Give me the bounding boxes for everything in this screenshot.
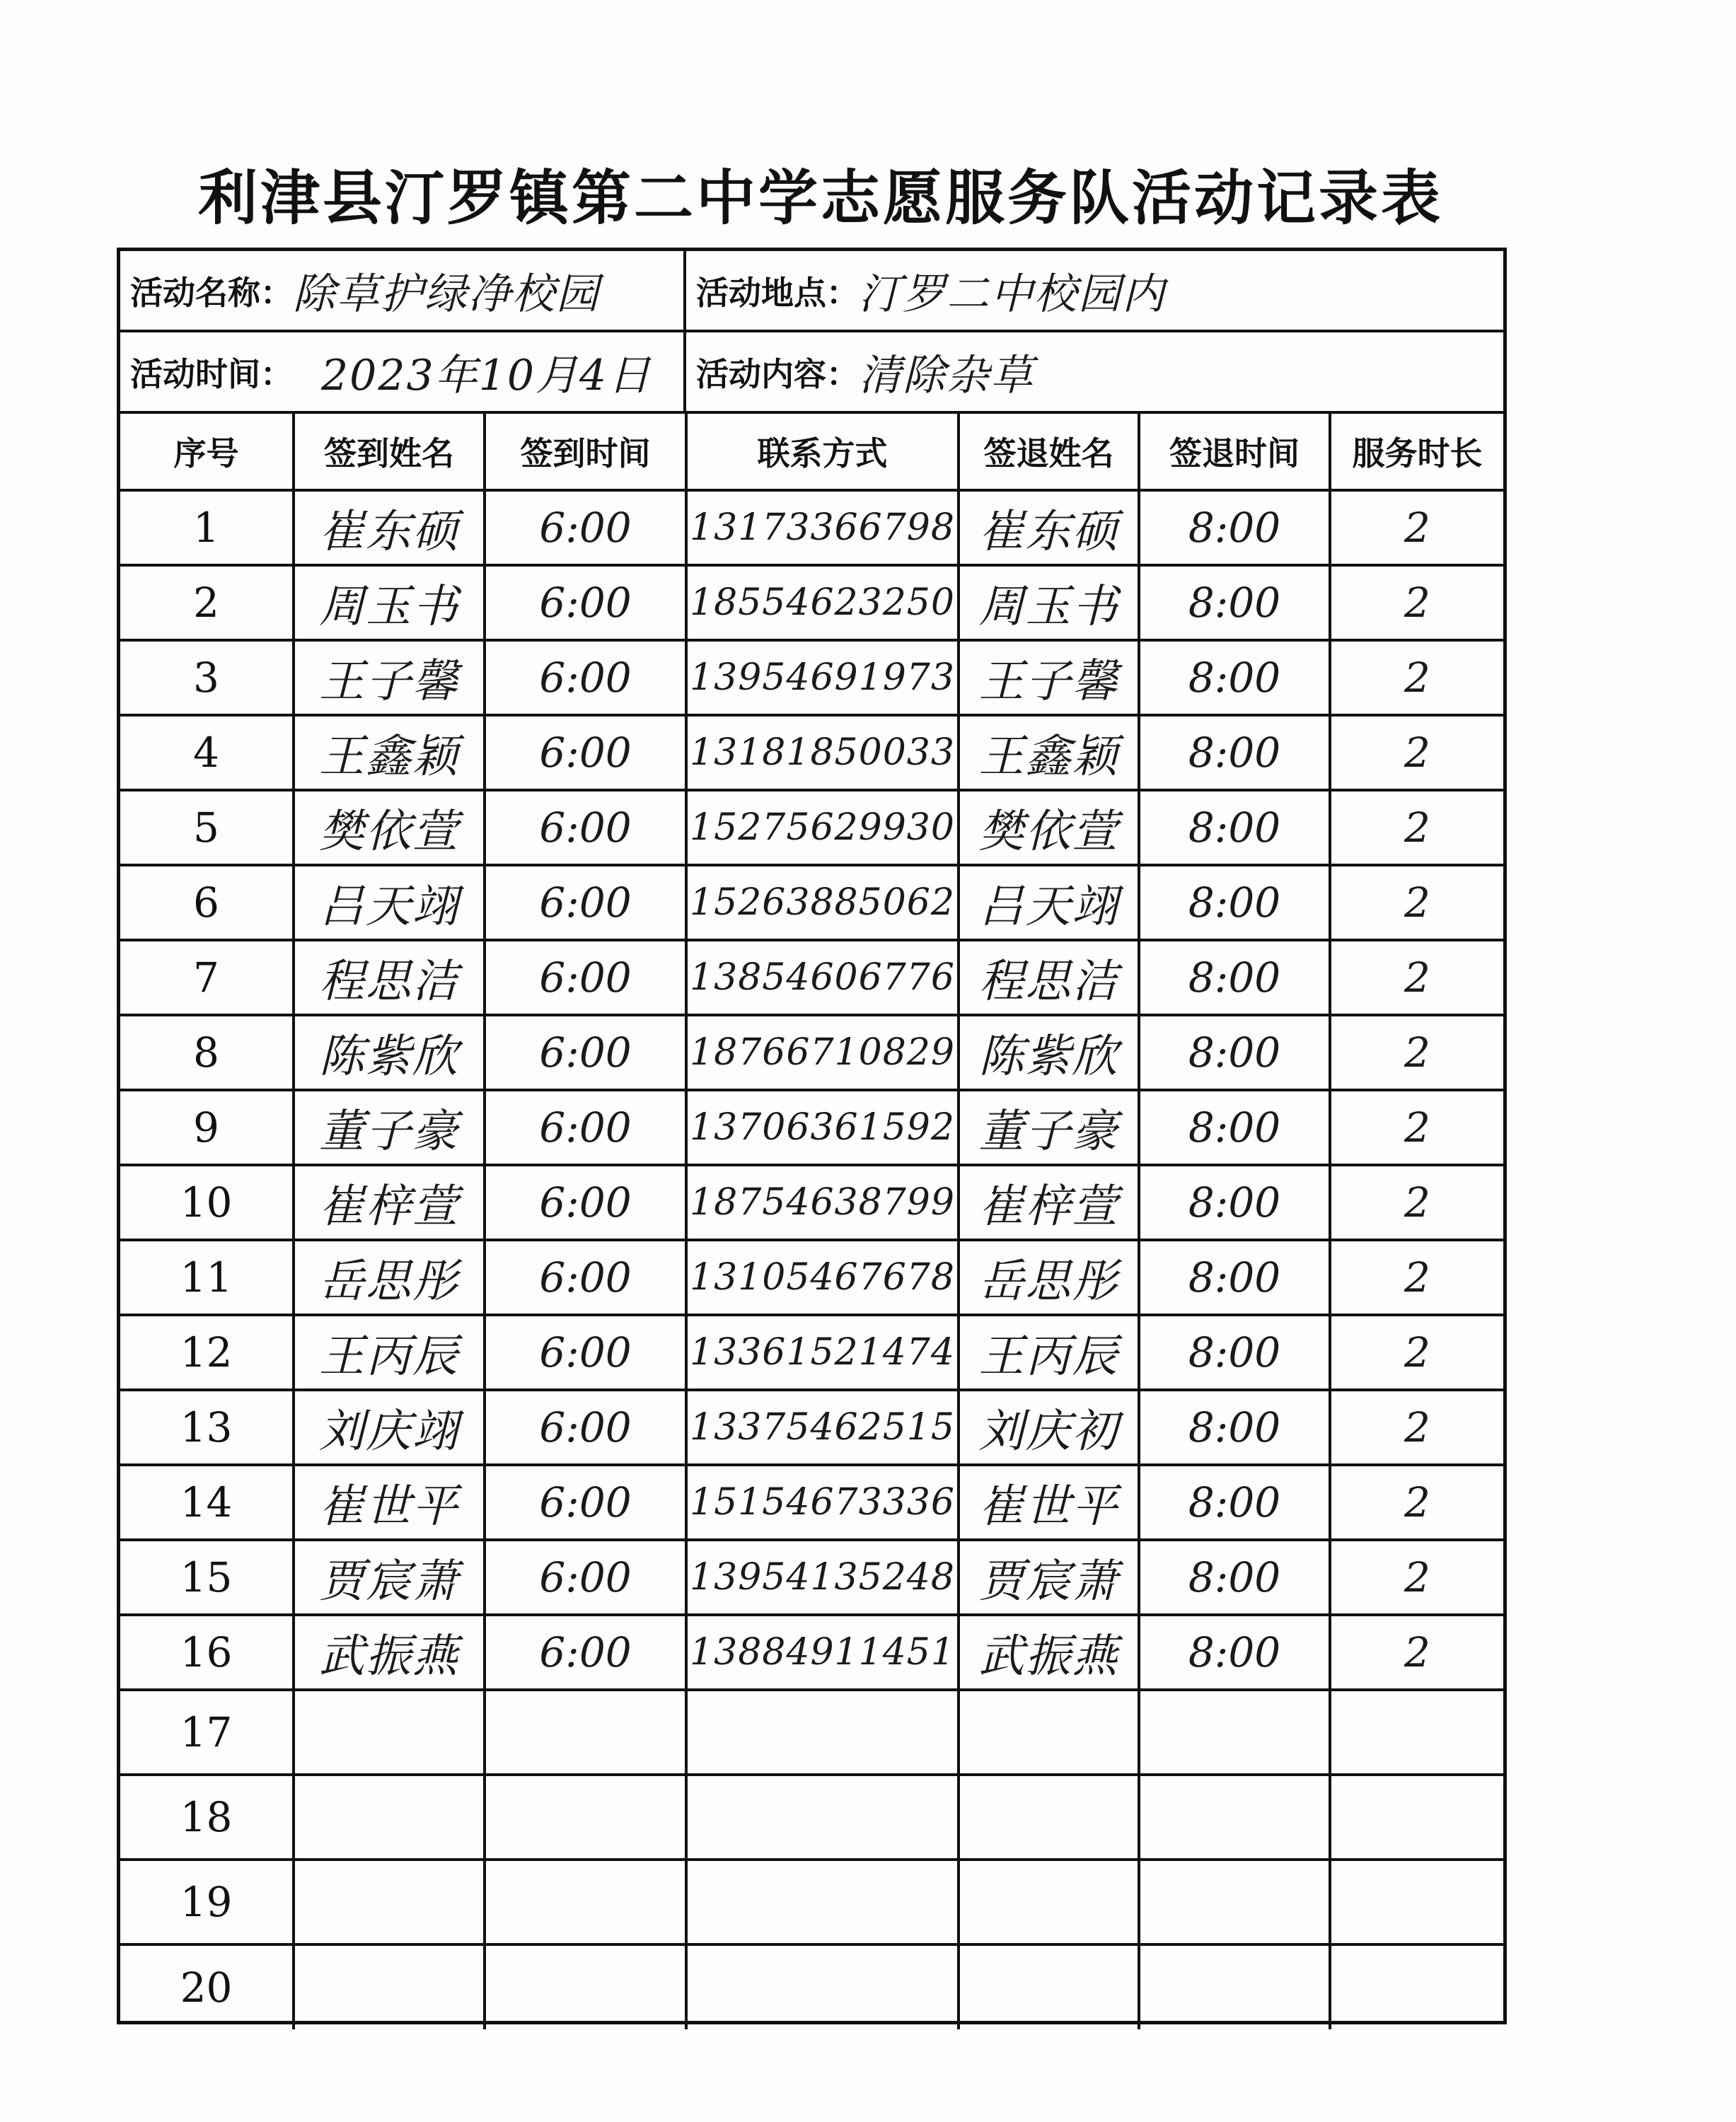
signin-time-cell: 6:00 — [485, 1240, 686, 1315]
signin-name-cell: 吕天翊 — [294, 865, 485, 940]
signin-name-cell: 陈紫欣 — [294, 1015, 485, 1090]
col-header-contact: 联系方式 — [686, 414, 959, 490]
signout-name-cell: 崔世平 — [959, 1465, 1139, 1540]
signin-name-cell: 崔东硕 — [294, 490, 485, 565]
signin-time-cell: 6:00 — [485, 565, 686, 640]
blank-cell — [294, 1860, 485, 1944]
activity-record-form — [117, 248, 1507, 2024]
service-hours-cell: 2 — [1330, 1390, 1503, 1465]
signin-name-cell: 崔世平 — [294, 1465, 485, 1540]
table-row — [120, 1315, 1503, 1390]
table-row — [120, 640, 1503, 715]
signout-name-cell: 崔东硕 — [959, 490, 1139, 565]
table-row — [120, 790, 1503, 865]
signin-time-cell: 6:00 — [485, 865, 686, 940]
page-title: 利津县汀罗镇第二中学志愿服务队活动记录表 — [197, 163, 1443, 233]
signout-name-cell: 刘庆初 — [959, 1390, 1139, 1465]
service-hours-cell: 2 — [1330, 640, 1503, 715]
blank-cell — [294, 1775, 485, 1860]
row-number-cell: 14 — [120, 1465, 294, 1540]
signin-time-cell: 6:00 — [485, 790, 686, 865]
contact-phone-cell: 13361521474 — [686, 1315, 959, 1390]
col-header-signin-time: 签到时间 — [485, 414, 686, 490]
table-row-empty — [120, 1860, 1503, 1944]
signout-time-cell: 8:00 — [1139, 790, 1330, 865]
signout-time-cell: 8:00 — [1139, 1465, 1330, 1540]
signin-name-cell: 周玉书 — [294, 565, 485, 640]
signin-time-cell: 6:00 — [485, 1090, 686, 1165]
blank-cell — [1139, 1860, 1330, 1944]
service-hours-cell: 2 — [1330, 940, 1503, 1015]
contact-phone-cell: 13884911451 — [686, 1615, 959, 1690]
service-hours-cell: 2 — [1330, 1540, 1503, 1615]
contact-phone-cell: 18766710829 — [686, 1015, 959, 1090]
signin-name-cell: 刘庆翊 — [294, 1390, 485, 1465]
signin-name-cell: 程思洁 — [294, 940, 485, 1015]
signin-time-cell: 6:00 — [485, 1165, 686, 1240]
blank-cell — [686, 1690, 959, 1775]
service-hours-cell: 2 — [1330, 865, 1503, 940]
attendance-table — [120, 414, 1503, 2029]
service-hours-cell: 2 — [1330, 490, 1503, 565]
activity-name-value: 除草护绿净校园 — [293, 269, 600, 319]
signin-name-cell: 武振燕 — [294, 1615, 485, 1690]
blank-cell — [959, 1944, 1139, 2029]
table-row — [120, 565, 1503, 640]
service-hours-cell: 2 — [1330, 1465, 1503, 1540]
signout-time-cell: 8:00 — [1139, 715, 1330, 790]
signin-time-cell: 6:00 — [485, 1615, 686, 1690]
signin-time-cell: 6:00 — [485, 640, 686, 715]
blank-cell — [1330, 1690, 1503, 1775]
blank-cell — [294, 1690, 485, 1775]
service-hours-cell: 2 — [1330, 715, 1503, 790]
signout-name-cell: 周玉书 — [959, 565, 1139, 640]
activity-content-label: 活动内容： — [696, 354, 859, 393]
row-number-cell: 6 — [120, 865, 294, 940]
contact-phone-cell: 18554623250 — [686, 565, 959, 640]
row-number-cell: 7 — [120, 940, 294, 1015]
table-row-empty — [120, 1690, 1503, 1775]
signin-time-cell: 6:00 — [485, 490, 686, 565]
blank-cell — [1139, 1944, 1330, 2029]
table-row — [120, 1165, 1503, 1240]
table-row — [120, 715, 1503, 790]
signout-name-cell: 王鑫颖 — [959, 715, 1139, 790]
row-number-cell: 4 — [120, 715, 294, 790]
row-number-cell: 8 — [120, 1015, 294, 1090]
blank-cell — [1330, 1775, 1503, 1860]
signout-name-cell: 崔梓萱 — [959, 1165, 1139, 1240]
signin-name-cell: 董子豪 — [294, 1090, 485, 1165]
col-header-signout-time: 签退时间 — [1139, 414, 1330, 490]
activity-time-value: 2023年10月4日 — [321, 350, 652, 400]
signin-name-cell: 樊依萱 — [294, 790, 485, 865]
table-header-row — [120, 414, 1503, 490]
blank-cell — [485, 1775, 686, 1860]
signin-time-cell: 6:00 — [485, 940, 686, 1015]
table-row — [120, 1540, 1503, 1615]
contact-phone-cell: 13954691973 — [686, 640, 959, 715]
row-number-cell: 17 — [120, 1690, 294, 1775]
row-number-cell: 2 — [120, 565, 294, 640]
contact-phone-cell: 13854606776 — [686, 940, 959, 1015]
activity-time-label: 活动时间： — [130, 354, 293, 393]
col-header-no: 序号 — [120, 414, 294, 490]
signout-name-cell: 王丙辰 — [959, 1315, 1139, 1390]
signin-time-cell: 6:00 — [485, 1315, 686, 1390]
service-hours-cell: 2 — [1330, 1165, 1503, 1240]
blank-cell — [686, 1775, 959, 1860]
signin-time-cell: 6:00 — [485, 1390, 686, 1465]
service-hours-cell: 2 — [1330, 565, 1503, 640]
row-number-cell: 5 — [120, 790, 294, 865]
signin-name-cell: 王子馨 — [294, 640, 485, 715]
signout-time-cell: 8:00 — [1139, 1540, 1330, 1615]
contact-phone-cell: 13181850033 — [686, 715, 959, 790]
signout-time-cell: 8:00 — [1139, 1390, 1330, 1465]
signin-name-cell: 王丙辰 — [294, 1315, 485, 1390]
signout-name-cell: 陈紫欣 — [959, 1015, 1139, 1090]
service-hours-cell: 2 — [1330, 1090, 1503, 1165]
signout-time-cell: 8:00 — [1139, 865, 1330, 940]
blank-cell — [1139, 1775, 1330, 1860]
activity-time-cell — [120, 332, 686, 411]
signin-name-cell: 岳思彤 — [294, 1240, 485, 1315]
activity-content-value: 清除杂草 — [859, 350, 1034, 400]
blank-cell — [959, 1690, 1139, 1775]
blank-cell — [485, 1690, 686, 1775]
blank-cell — [959, 1775, 1139, 1860]
info-row-time-content — [120, 332, 1503, 414]
activity-place-value: 汀罗二中校园内 — [859, 269, 1166, 319]
contact-phone-cell: 15263885062 — [686, 865, 959, 940]
row-number-cell: 15 — [120, 1540, 294, 1615]
signin-name-cell: 贾宸萧 — [294, 1540, 485, 1615]
row-number-cell: 1 — [120, 490, 294, 565]
blank-cell — [294, 1944, 485, 2029]
table-row-empty — [120, 1944, 1503, 2029]
table-row — [120, 490, 1503, 565]
signout-time-cell: 8:00 — [1139, 640, 1330, 715]
signout-time-cell: 8:00 — [1139, 1090, 1330, 1165]
contact-phone-cell: 13105467678 — [686, 1240, 959, 1315]
service-hours-cell: 2 — [1330, 1315, 1503, 1390]
blank-cell — [1139, 1690, 1330, 1775]
signout-time-cell: 8:00 — [1139, 1315, 1330, 1390]
row-number-cell: 12 — [120, 1315, 294, 1390]
service-hours-cell: 2 — [1330, 1615, 1503, 1690]
info-row-name-place — [120, 251, 1503, 332]
col-header-service-hours: 服务时长 — [1330, 414, 1503, 490]
row-number-cell: 18 — [120, 1775, 294, 1860]
row-number-cell: 9 — [120, 1090, 294, 1165]
table-row — [120, 1090, 1503, 1165]
row-number-cell: 13 — [120, 1390, 294, 1465]
signout-name-cell: 武振燕 — [959, 1615, 1139, 1690]
activity-content-cell — [686, 332, 1503, 411]
signin-time-cell: 6:00 — [485, 1465, 686, 1540]
blank-cell — [686, 1944, 959, 2029]
signout-time-cell: 8:00 — [1139, 1165, 1330, 1240]
table-row-empty — [120, 1775, 1503, 1860]
activity-place-label: 活动地点： — [696, 273, 859, 312]
row-number-cell: 11 — [120, 1240, 294, 1315]
contact-phone-cell: 15154673336 — [686, 1465, 959, 1540]
row-number-cell: 10 — [120, 1165, 294, 1240]
signin-time-cell: 6:00 — [485, 1015, 686, 1090]
service-hours-cell: 2 — [1330, 1240, 1503, 1315]
contact-phone-cell: 15275629930 — [686, 790, 959, 865]
signout-name-cell: 贾宸萧 — [959, 1540, 1139, 1615]
table-row — [120, 1465, 1503, 1540]
signout-time-cell: 8:00 — [1139, 565, 1330, 640]
signout-name-cell: 樊依萱 — [959, 790, 1139, 865]
col-header-signout-name: 签退姓名 — [959, 414, 1139, 490]
blank-cell — [485, 1944, 686, 2029]
table-row — [120, 1390, 1503, 1465]
blank-cell — [1330, 1944, 1503, 2029]
contact-phone-cell: 13173366798 — [686, 490, 959, 565]
row-number-cell: 3 — [120, 640, 294, 715]
table-row — [120, 1240, 1503, 1315]
contact-phone-cell: 13706361592 — [686, 1090, 959, 1165]
contact-phone-cell: 13954135248 — [686, 1540, 959, 1615]
signout-time-cell: 8:00 — [1139, 490, 1330, 565]
table-body — [120, 490, 1503, 2029]
signin-name-cell: 王鑫颖 — [294, 715, 485, 790]
row-number-cell: 19 — [120, 1860, 294, 1944]
signout-name-cell: 吕天翊 — [959, 865, 1139, 940]
contact-phone-cell: 13375462515 — [686, 1390, 959, 1465]
signout-name-cell: 王子馨 — [959, 640, 1139, 715]
blank-cell — [485, 1860, 686, 1944]
col-header-signin-name: 签到姓名 — [294, 414, 485, 490]
signout-time-cell: 8:00 — [1139, 1240, 1330, 1315]
blank-cell — [1330, 1860, 1503, 1944]
signin-time-cell: 6:00 — [485, 1540, 686, 1615]
signout-time-cell: 8:00 — [1139, 940, 1330, 1015]
table-row — [120, 940, 1503, 1015]
service-hours-cell: 2 — [1330, 1015, 1503, 1090]
activity-name-cell — [120, 251, 686, 330]
blank-cell — [686, 1860, 959, 1944]
service-hours-cell: 2 — [1330, 790, 1503, 865]
blank-cell — [959, 1860, 1139, 1944]
signout-time-cell: 8:00 — [1139, 1615, 1330, 1690]
table-row — [120, 1615, 1503, 1690]
signin-time-cell: 6:00 — [485, 715, 686, 790]
contact-phone-cell: 18754638799 — [686, 1165, 959, 1240]
signout-name-cell: 程思洁 — [959, 940, 1139, 1015]
signout-name-cell: 董子豪 — [959, 1090, 1139, 1165]
table-row — [120, 865, 1503, 940]
signout-time-cell: 8:00 — [1139, 1015, 1330, 1090]
row-number-cell: 16 — [120, 1615, 294, 1690]
activity-place-cell — [686, 251, 1503, 330]
activity-name-label: 活动名称： — [130, 273, 293, 312]
signin-name-cell: 崔梓萱 — [294, 1165, 485, 1240]
row-number-cell: 20 — [120, 1944, 294, 2029]
table-row — [120, 1015, 1503, 1090]
signout-name-cell: 岳思彤 — [959, 1240, 1139, 1315]
